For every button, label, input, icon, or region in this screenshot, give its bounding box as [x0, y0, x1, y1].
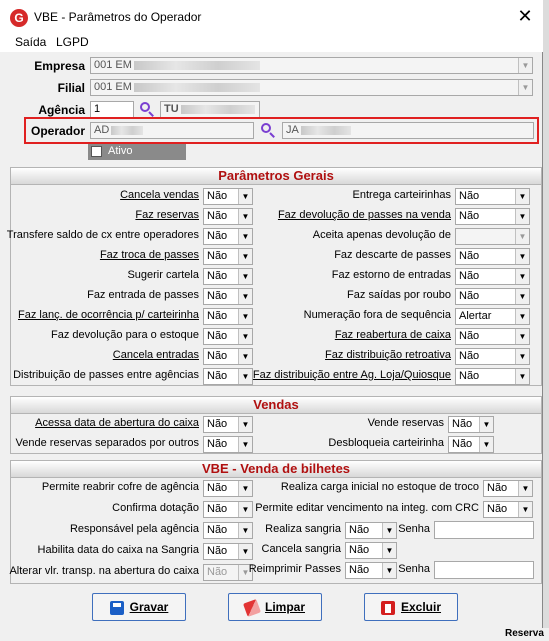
senha-input[interactable] [434, 521, 534, 539]
bilhetes-select-value: Não [207, 503, 228, 515]
operador-name-value: JA [286, 124, 299, 136]
bilhetes-label: Realiza sangria [265, 523, 341, 535]
trash-icon [381, 601, 395, 615]
agencia-name-field [160, 101, 260, 118]
param-select[interactable] [455, 228, 530, 245]
bilhetes-select-value: Não [207, 482, 228, 494]
operador-code-input[interactable] [90, 122, 254, 139]
menu-bar [0, 34, 543, 52]
chevron-down-icon: ▼ [479, 437, 493, 452]
param-select-value: Alertar [459, 310, 492, 322]
filial-select[interactable] [90, 79, 533, 96]
agencia-search-icon[interactable] [139, 101, 155, 117]
chevron-down-icon: ▼ [515, 349, 529, 364]
param-select-value: Não [207, 350, 228, 362]
chevron-down-icon: ▼ [238, 289, 252, 304]
vendas-select-value: Não [452, 438, 473, 450]
vendas-label: Desbloqueia carteirinha [328, 437, 444, 449]
param-label: Cancela entradas [112, 349, 199, 361]
senha-input[interactable] [434, 561, 534, 579]
param-select-value: Não [459, 370, 480, 382]
param-label: Faz saídas por roubo [347, 289, 451, 301]
param-label: Faz devolução de passes na venda [277, 209, 451, 221]
bilhetes-select-value: Não [487, 503, 508, 515]
param-select[interactable] [203, 208, 253, 225]
param-select[interactable] [455, 268, 530, 285]
bilhetes-select-value: Não [349, 564, 370, 576]
param-select-value: Não [207, 330, 228, 342]
ativo-label: Ativo [108, 145, 133, 157]
chevron-down-icon: ▼ [238, 209, 252, 224]
filial-value: 001 EM [94, 81, 132, 93]
chevron-down-icon: ▼ [518, 502, 532, 517]
vendas-label: Acessa data de abertura do caixa [35, 417, 199, 429]
param-label: Faz entrada de passes [87, 289, 199, 301]
vendas-label: Vende reservas [367, 417, 444, 429]
bilhetes-label: Realiza carga inicial no estoque de troco [280, 481, 479, 493]
bilhetes-select-value: Não [207, 524, 228, 536]
chevron-down-icon: ▼ [238, 417, 252, 432]
window-title: VBE - Parâmetros do Operador [34, 10, 202, 24]
ativo-checkbox[interactable] [88, 144, 186, 160]
excluir-label: Excluir [400, 600, 442, 614]
bilhetes-select-value: Não [207, 545, 228, 557]
param-label: Transfere saldo de cx entre operadores [6, 229, 199, 241]
bilhetes-select-value: Não [207, 566, 228, 578]
gravar-label: Gravar [129, 600, 169, 614]
agencia-code-value: 1 [94, 103, 101, 115]
param-select[interactable] [455, 208, 530, 225]
chevron-down-icon: ▼ [518, 481, 532, 496]
chevron-down-icon: ▼ [515, 189, 529, 204]
limpar-button[interactable] [228, 593, 322, 621]
chevron-down-icon: ▼ [515, 369, 529, 384]
empresa-label: Empresa [34, 59, 85, 73]
chevron-down-icon: ▼ [238, 502, 252, 517]
param-select-value: Não [207, 190, 228, 202]
param-select-value: Não [207, 270, 228, 282]
param-select[interactable] [455, 348, 530, 365]
empresa-value: 001 EM [94, 59, 132, 71]
chevron-down-icon: ▼ [515, 329, 529, 344]
app-logo-icon: G [10, 9, 28, 27]
chevron-down-icon: ▼ [238, 481, 252, 496]
chevron-down-icon: ▼ [515, 249, 529, 264]
bilhetes-label: Cancela sangria [261, 543, 341, 555]
chevron-down-icon: ▼ [238, 309, 252, 324]
agencia-name-value: TU [164, 103, 179, 115]
chevron-down-icon: ▼ [238, 269, 252, 284]
chevron-down-icon: ▼ [382, 543, 396, 558]
close-icon[interactable]: ✕ [517, 6, 533, 26]
chevron-down-icon: ▼ [382, 523, 396, 538]
chevron-down-icon: ▼ [238, 565, 252, 580]
param-label: Faz devolução para o estoque [51, 329, 199, 341]
param-select[interactable] [203, 288, 253, 305]
vendas-select[interactable] [448, 436, 494, 453]
param-select[interactable] [203, 248, 253, 265]
param-select[interactable] [203, 348, 253, 365]
bilhetes-label: Confirma dotação [112, 502, 199, 514]
bilhetes-select-value: Não [349, 524, 370, 536]
chevron-down-icon: ▼ [382, 563, 396, 578]
save-icon [110, 601, 124, 615]
bilhetes-select[interactable] [345, 522, 397, 539]
param-label: Faz descarte de passes [334, 249, 451, 261]
param-select[interactable] [455, 328, 530, 345]
filial-label: Filial [57, 81, 85, 95]
vendas-select-value: Não [452, 418, 473, 430]
chevron-down-icon: ▼ [479, 417, 493, 432]
param-select[interactable] [455, 288, 530, 305]
param-select-value: Não [459, 290, 480, 302]
param-select-value: Não [207, 310, 228, 322]
param-label: Sugerir cartela [127, 269, 199, 281]
excluir-button[interactable] [364, 593, 458, 621]
param-select-value: Não [459, 330, 480, 342]
param-label: Faz distribuição entre Ag. Loja/Quiosque [252, 369, 451, 381]
param-select-value: Não [207, 250, 228, 262]
param-select-value: Não [459, 350, 480, 362]
param-select[interactable] [455, 368, 530, 385]
param-label: Entrega carteirinhas [352, 189, 451, 201]
param-select-value: Não [207, 370, 228, 382]
bilhetes-select[interactable] [483, 501, 533, 518]
param-select[interactable] [203, 228, 253, 245]
param-select-value: Não [207, 210, 228, 222]
bilhetes-label: Alterar vlr. transp. na abertura do caixa [9, 565, 199, 577]
bilhetes-select[interactable] [483, 480, 533, 497]
chevron-down-icon: ▼ [515, 309, 529, 324]
param-label: Faz lanç. de ocorrência p/ carteirinha [18, 309, 199, 321]
param-label: Faz distribuição retroativa [325, 349, 451, 361]
bilhetes-label: Permite editar vencimento na integ. com CRC [255, 502, 479, 514]
chevron-down-icon: ▼ [238, 544, 252, 559]
section-title: Vendas [11, 397, 541, 414]
chevron-down-icon: ▼ [515, 209, 529, 224]
param-label: Cancela vendas [120, 189, 199, 201]
vendas-label: Vende reservas separados por outros [15, 437, 199, 449]
chevron-down-icon: ▼ [515, 289, 529, 304]
bilhetes-select-value: Não [349, 544, 370, 556]
bilhetes-label: Habilita data do caixa na Sangria [37, 544, 199, 556]
section-title: VBE - Venda de bilhetes [11, 461, 541, 478]
operador-name-field [282, 122, 534, 139]
param-select-value: Não [207, 290, 228, 302]
operador-code-value: AD [94, 124, 110, 136]
param-select[interactable] [203, 368, 253, 385]
senha-label: Senha [398, 563, 430, 575]
param-label: Faz reabertura de caixa [334, 329, 451, 341]
section-title: Parâmetros Gerais [11, 168, 541, 185]
param-label: Faz troca de passes [99, 249, 199, 261]
background-window [543, 0, 549, 641]
vendas-select[interactable] [448, 416, 494, 433]
bilhetes-select[interactable] [345, 542, 397, 559]
checkbox-icon [91, 146, 102, 157]
vendas-select-value: Não [207, 438, 228, 450]
param-select[interactable] [455, 308, 530, 325]
param-label: Numeração fora de sequência [303, 309, 451, 321]
bilhetes-select[interactable] [203, 564, 253, 581]
chevron-down-icon: ▼ [238, 369, 252, 384]
operador-search-icon[interactable] [260, 122, 276, 138]
bilhetes-select[interactable] [203, 522, 253, 539]
bilhetes-select[interactable] [345, 562, 397, 579]
chevron-down-icon: ▼ [238, 349, 252, 364]
chevron-down-icon: ▼ [518, 80, 532, 95]
param-label: Aceita apenas devolução de [312, 229, 451, 241]
chevron-down-icon: ▼ [515, 269, 529, 284]
param-select[interactable] [455, 188, 530, 205]
empresa-select[interactable] [90, 57, 533, 74]
chevron-down-icon: ▼ [515, 229, 529, 244]
menu-item-saida[interactable]: Saída [15, 35, 47, 49]
bilhetes-label: Permite reabrir cofre de agência [41, 481, 199, 493]
bilhetes-select-value: Não [487, 482, 508, 494]
vendas-select-value: Não [207, 418, 228, 430]
chevron-down-icon: ▼ [238, 249, 252, 264]
param-select[interactable] [203, 328, 253, 345]
param-select-value: Não [459, 210, 480, 222]
param-select-value: Não [207, 230, 228, 242]
param-select[interactable] [203, 308, 253, 325]
chevron-down-icon: ▼ [238, 437, 252, 452]
eraser-icon [243, 599, 261, 617]
vendas-select[interactable] [203, 436, 253, 453]
chevron-down-icon: ▼ [238, 523, 252, 538]
bilhetes-select[interactable] [203, 543, 253, 560]
senha-label: Senha [398, 523, 430, 535]
param-label: Faz estorno de entradas [331, 269, 451, 281]
agencia-label: Agência [38, 103, 85, 117]
chevron-down-icon: ▼ [238, 329, 252, 344]
agencia-code-input[interactable] [90, 101, 134, 118]
param-select[interactable] [203, 268, 253, 285]
param-select[interactable] [455, 248, 530, 265]
param-label: Distribuição de passes entre agências [13, 369, 199, 381]
chevron-down-icon: ▼ [238, 189, 252, 204]
chevron-down-icon: ▼ [238, 229, 252, 244]
limpar-label: Limpar [264, 600, 305, 614]
vendas-select[interactable] [203, 416, 253, 433]
chevron-down-icon: ▼ [518, 58, 532, 73]
menu-item-lgpd[interactable]: LGPD [56, 35, 89, 49]
bilhetes-select[interactable] [203, 501, 253, 518]
param-select-value: Não [459, 250, 480, 262]
param-label: Faz reservas [135, 209, 199, 221]
operador-label: Operador [30, 124, 85, 138]
param-select-value: Não [459, 190, 480, 202]
param-select-value: Não [459, 270, 480, 282]
bilhetes-select[interactable] [203, 480, 253, 497]
param-select[interactable] [203, 188, 253, 205]
title-bar [0, 0, 543, 34]
gravar-button[interactable] [92, 593, 186, 621]
bilhetes-label: Reimprimir Passes [248, 563, 341, 575]
bilhetes-label: Responsável pela agência [69, 523, 199, 535]
background-fragment-label: Reserva [505, 628, 549, 641]
